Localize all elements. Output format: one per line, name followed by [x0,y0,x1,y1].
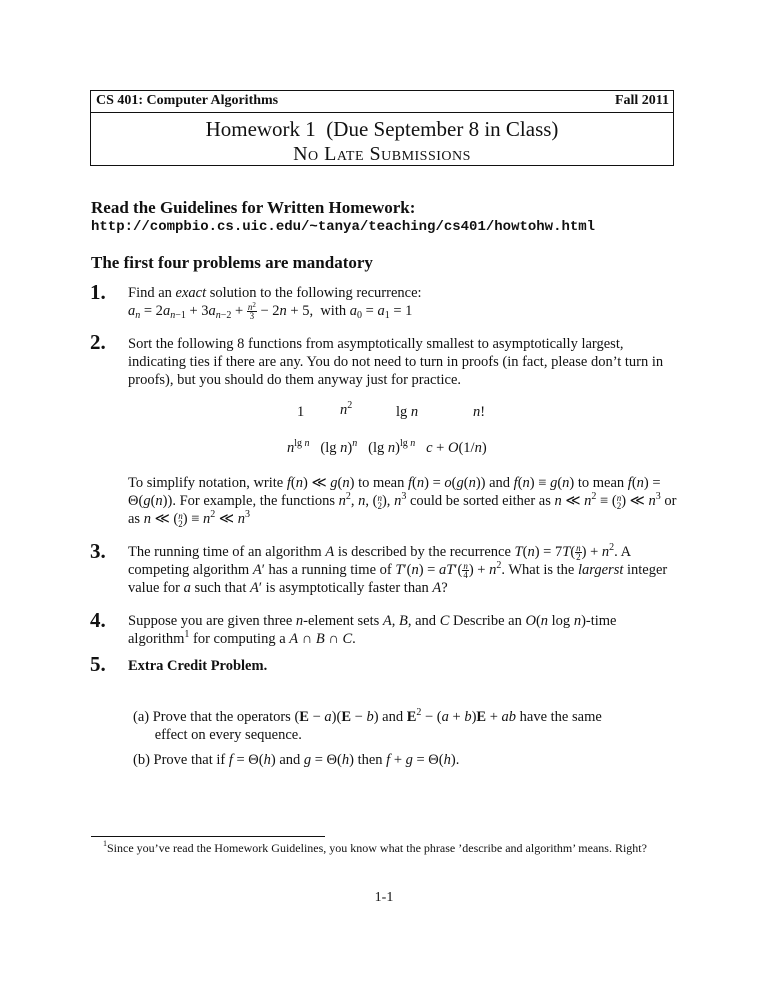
page-number: 1-1 [374,890,394,905]
problem-1-number: 1. [90,280,106,304]
problem-4-text: Suppose you are given three n-element sets A, B, and C Describe an O(n log n)-time algorithm$^1$ for computing a A ∩ B ∩ C. [128,613,617,647]
homework-title: Homework 1 (Due September 8 in Class) [205,117,559,141]
function-n-factorial: n! [473,404,486,420]
problem-2-number: 2. [90,330,106,354]
term: Fall 2011 [614,93,669,108]
problem-1-recurrence: $a_n = 2a_{n-1} + 3a_{n-2}$ + $\frac{n^2}{3}$ − 2n + 5, with $a_0 = a_1 = 1$ [128,301,413,321]
function-n-squared: $n^2$ [340,400,353,418]
course-name: CS 401: Computer Algorithms [96,93,279,108]
problem-1-text: Find an exact solution to the following recurrence: $a_n = 2a_{n-1} + 3a_{n-2}$ + $\frac{n^2}{3}$ − 2n + 5, with $a_0 = a_1 = 1$ [128,285,422,321]
header-divider [91,112,673,113]
problem-5-title: Extra Credit Problem. [128,658,268,674]
header-box [90,90,674,166]
footnote: $^1$Since you’ve read the Homework Guidelines, you know what the phrase ’describe and algorithm’ means. Right? [103,839,647,855]
mandatory-heading: The first four problems are mandatory [91,253,373,272]
function-row-2: $n^{lg n}$ (lg n)$^n$ (lg n)$^{lg n}$ c + O(1/n) [287,438,487,456]
problem-2-notation: To simplify notation, write f(n) ≪ g(n) to mean f(n) = o(g(n)) and f(n) ≡ g(n) to mean f(n) = Θ(g(n)). For example, the functions $n^2$, n, (n 2), $n^3$ could be sorted either as n ≪ $n^2 \equiv (n$ 2) ≪ $n^3$ or as n ≪ (n $2) \equiv n^2$ ≪ $n^3$ [128,475,677,529]
problem-2-text: Sort the following 8 functions from asymptotically smallest to asymptotically largest, indicating ties if there are any. You do not need to turn in proofs (in fact, please don’t turn in proofs), but you should do them anyway just for practice. [128,336,664,388]
footnote-rule [91,836,325,837]
problem-3-number: 3. [90,539,106,563]
problem-5a: (a) Prove that the operators (E − a)(E − b) and $E^2 - (a + b)E$ + ab have the same effect on every sequence. [133,707,602,743]
problem-5b: (b) Prove that if f = Θ(h) and g = Θ(h) then f + g = Θ(h). [133,752,460,768]
homework-subtitle: No Late Submissions [293,143,471,165]
guidelines-url[interactable]: http://compbio.cs.uic.edu/~tanya/teaching/cs401/howtohw.html [91,219,596,235]
problem-4-number: 4. [90,608,106,632]
function-lg-n: lg n [396,404,419,420]
problem-3-text: The running time of an algorithm A is described by the recurrence T(n) = 7T( $\frac{n}{2}$ ) + $n^2$. A competing algorithm A′ has a running time of T′(n) = aT′( $\frac{n}{4}$ ) + $n^2$. What is the largerst integer value for a such that A′ is asymptotically faster than A? [128,542,668,596]
function-1: 1 [297,404,305,420]
problem-5-number: 5. [90,652,106,676]
guidelines-heading: Read the Guidelines for Written Homework: [91,198,416,217]
